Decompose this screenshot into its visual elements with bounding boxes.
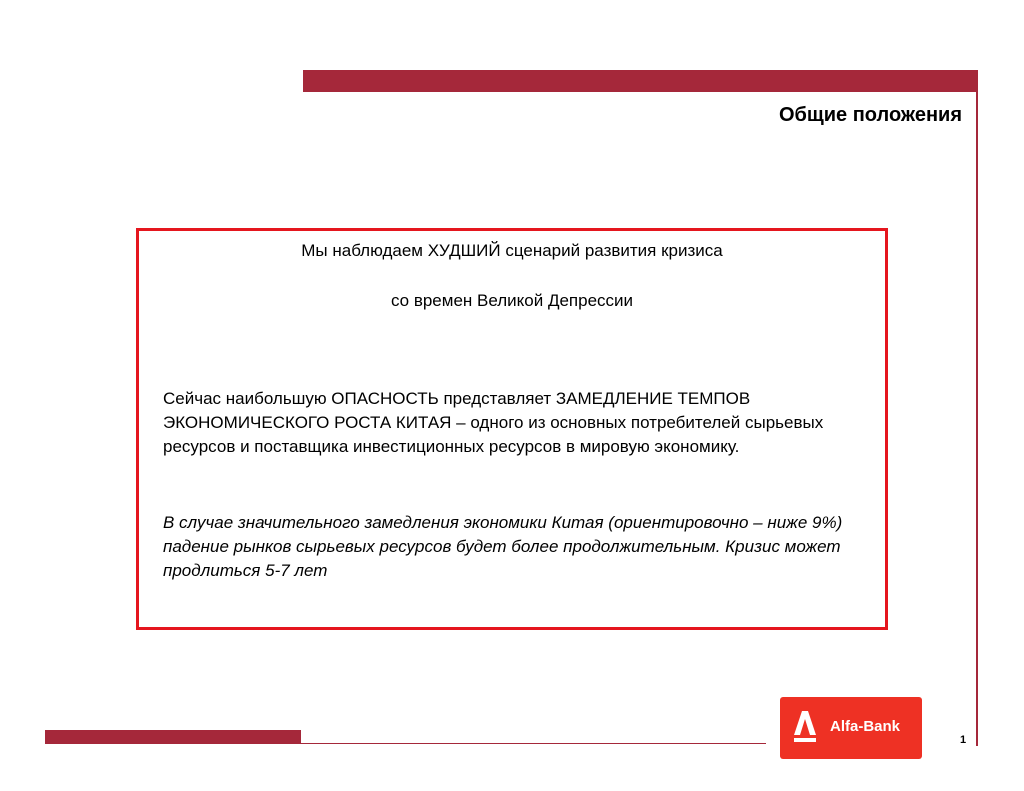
alfa-bank-logo: [780, 697, 922, 759]
headline-great-depression: со времен Великой Депрессии: [390, 291, 634, 310]
logo-text: Alfa-Bank: [830, 718, 901, 735]
content-box: [136, 228, 888, 630]
page-number: 1: [960, 734, 967, 746]
footer-line: [301, 743, 766, 744]
alfa-bank-logo-icon: [790, 709, 820, 745]
header-accent-bar: [303, 70, 976, 92]
page-title: Общие положения: [778, 104, 962, 126]
headline-worst-scenario: Мы наблюдаем ХУДШИЙ сценарий развития кризиса: [301, 241, 723, 260]
paragraph-danger: Сейчас наибольшую ОПАСНОСТЬ представляет ЗАМЕДЛЕНИЕ ТЕМПОВ ЭКОНОМИЧЕСКОГО РОСТА КИТАЯ – одного из основных потребителей сырьевых ресурсов и поставщика инвестиционных ресурсов в мировую экономику.: [163, 389, 824, 456]
right-accent-line: [976, 70, 978, 746]
paragraph-forecast: В случае значительного замедления экономики Китая (ориентировочно – ниже 9%) падение рынков сырьевых ресурсов будет более продолжительным. Кризис может продлиться 5-7 лет: [163, 513, 843, 580]
footer-accent-bar: [45, 730, 301, 744]
